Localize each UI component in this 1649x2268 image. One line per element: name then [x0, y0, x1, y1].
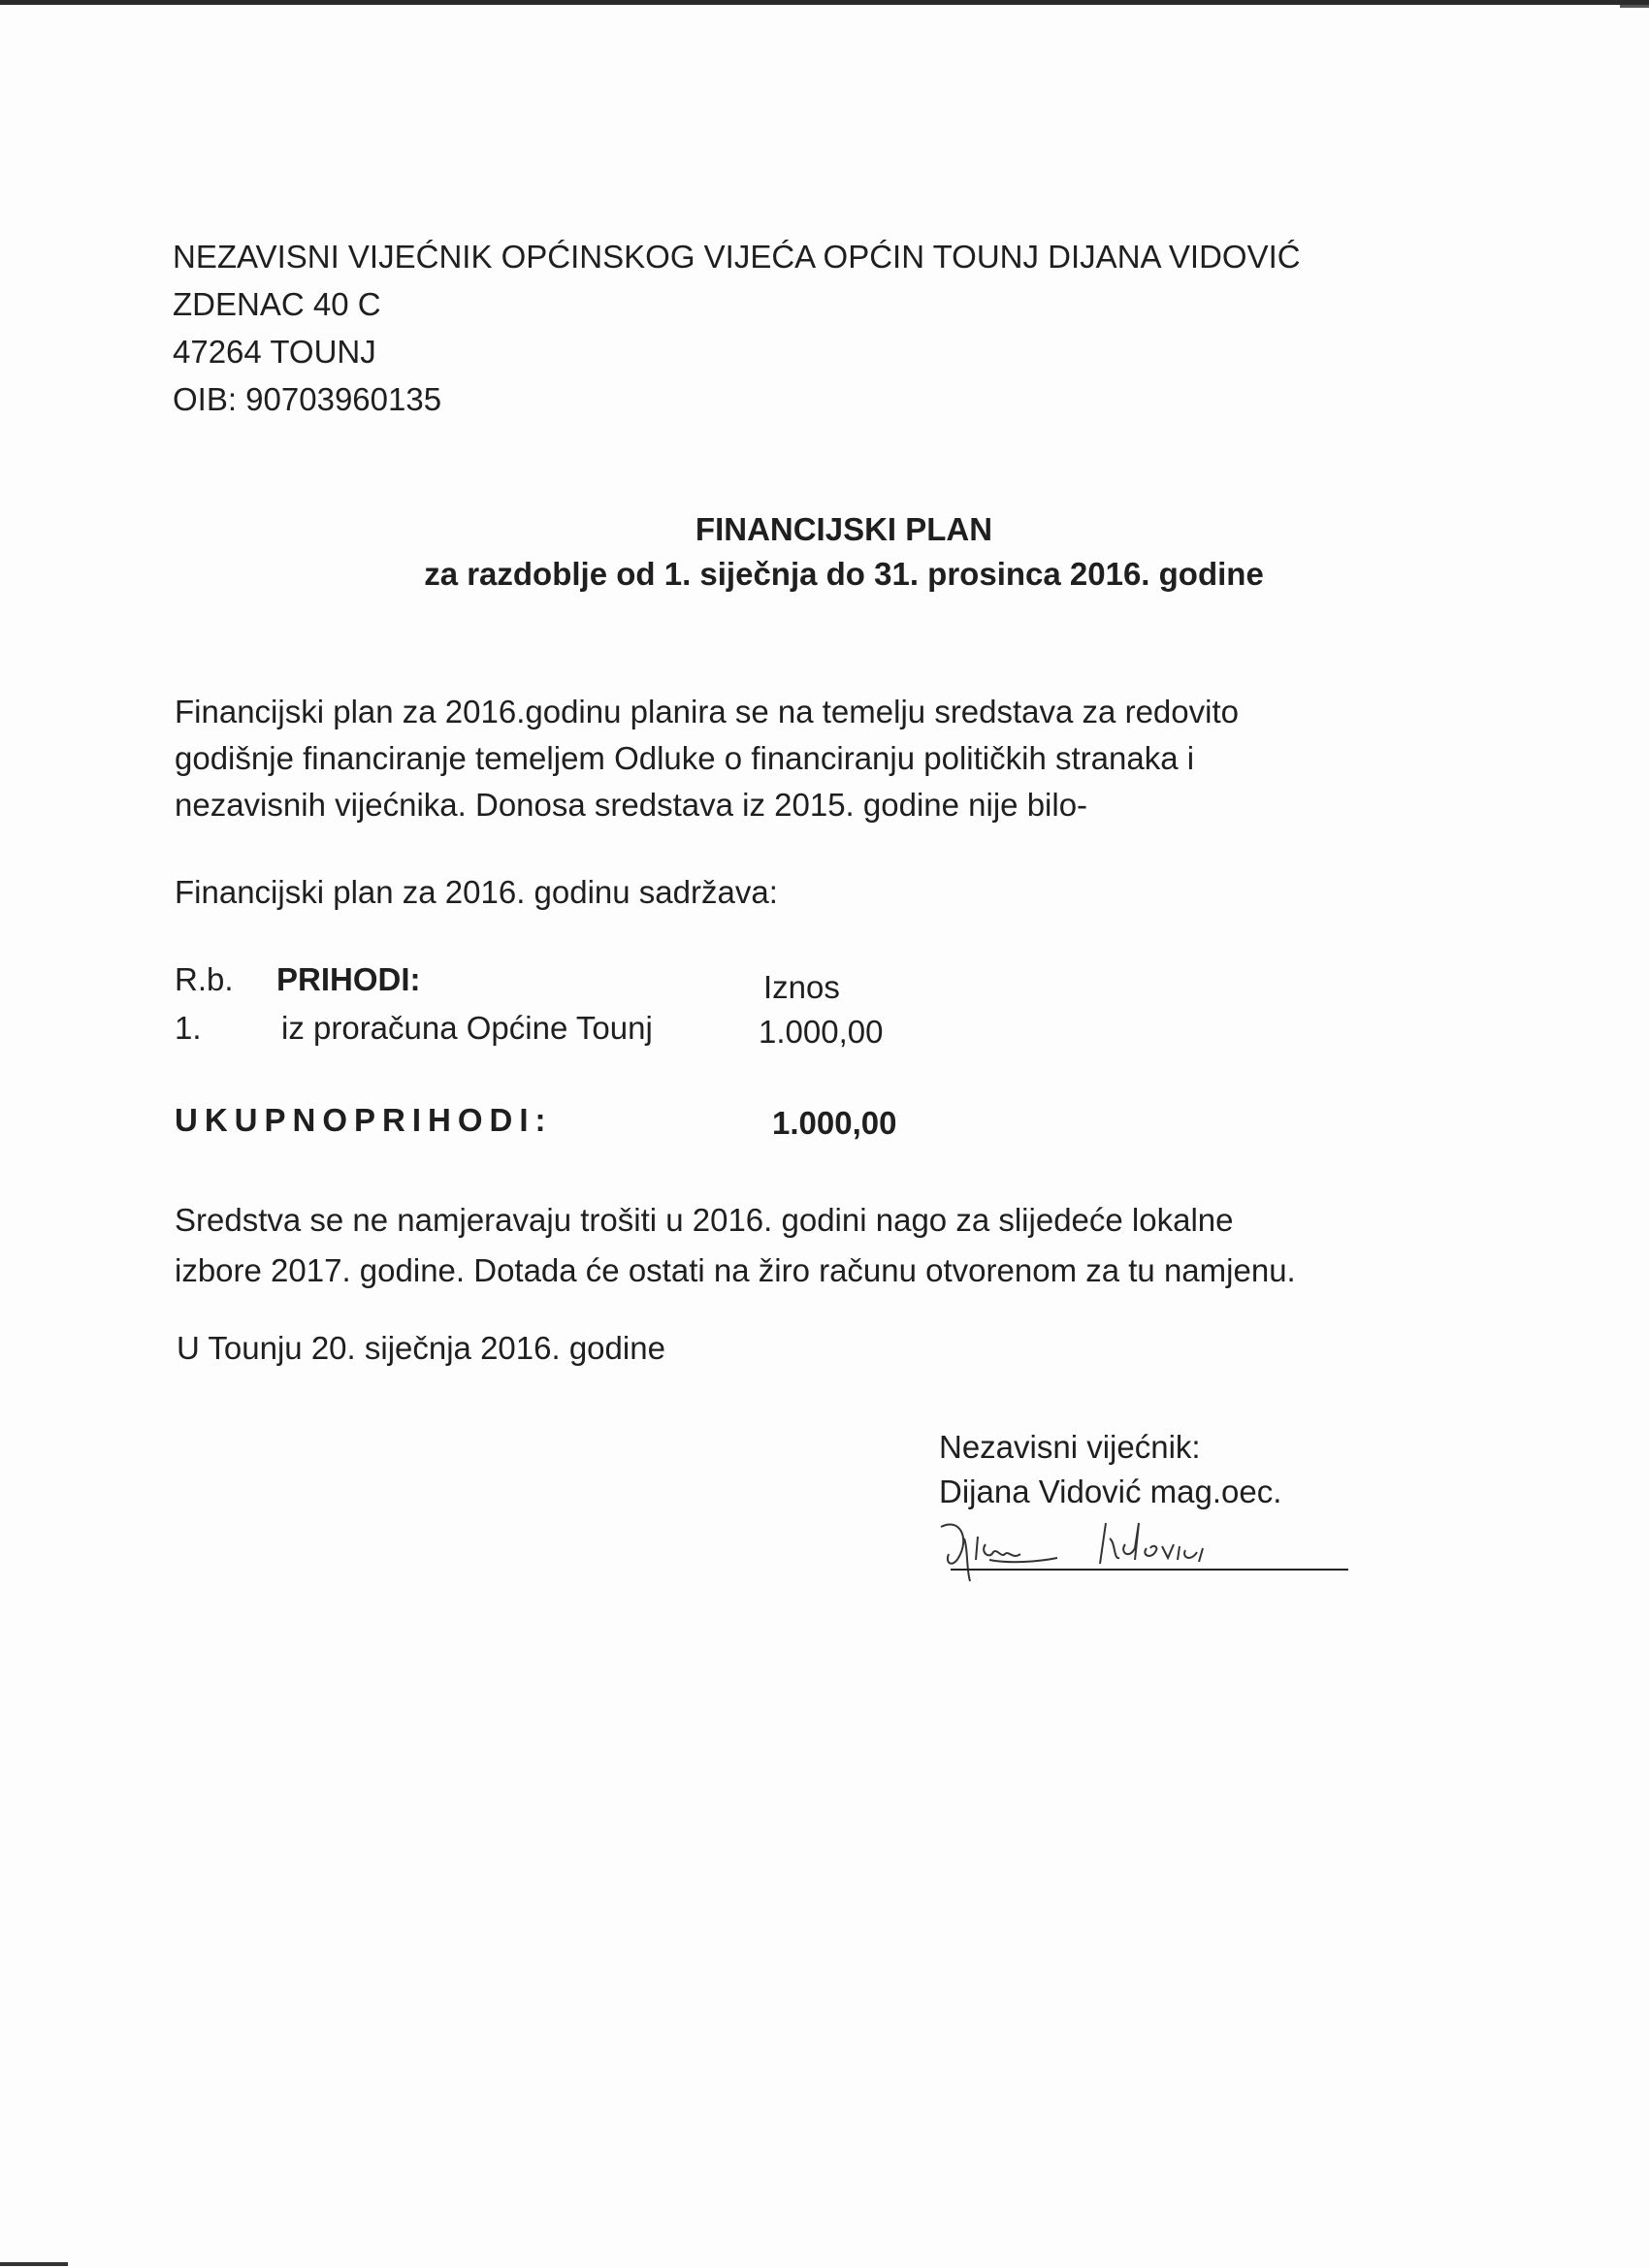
row-amount-value: 1.000,00	[759, 1014, 884, 1050]
row-amount	[759, 1013, 883, 1052]
intro-paragraph	[175, 689, 1239, 828]
column-header-rb: R.b.	[175, 961, 234, 997]
row-number: 1.	[175, 1010, 202, 1046]
sender-city: 47264 TOUNJ	[173, 334, 376, 370]
place-and-date: U Tounju 20. siječnja 2016. godine	[177, 1330, 665, 1366]
total-label: UKUPNOPRIHODI:	[175, 1102, 553, 1138]
intro-line: nezavisnih vijećnika. Donosa sredstava iz 2015. godine nije bilo-	[175, 787, 1088, 823]
column-header-iznos: Iznos	[763, 969, 840, 1005]
signatory-role: Nezavisni vijećnik:	[939, 1429, 1201, 1465]
document-title: FINANCIJSKI PLAN	[695, 511, 993, 547]
column-header-prihodi: PRIHODI:	[276, 961, 421, 997]
document-subtitle: za razdoblje od 1. siječnja do 31. prosinca 2016. godine	[424, 556, 1264, 592]
contents-label: Financijski plan za 2016. godinu sadržava:	[175, 874, 778, 910]
sender-address-block	[173, 233, 1301, 423]
intro-line: Financijski plan za 2016.godinu planira se na temelju sredstava za redovito	[175, 694, 1239, 729]
note-line: izbore 2017. godine. Dotada će ostati na žiro računu otvorenom za tu namjenu.	[175, 1252, 1296, 1288]
scan-edge-mark	[1620, 5, 1649, 8]
sender-oib: OIB: 90703960135	[173, 381, 442, 417]
intro-line: godišnje financiranje temeljem Odluke o financiranju političkih stranaka i	[175, 740, 1195, 776]
row-description: iz proračuna Općine Tounj	[281, 1010, 653, 1046]
scan-edge-bottom	[0, 2262, 68, 2266]
handwritten-signature	[931, 1509, 1358, 1587]
scan-edge-top	[0, 0, 1649, 5]
note-line: Sredstva se ne namjeravaju trošiti u 2016. godini nago za slijedeće lokalne	[175, 1202, 1234, 1238]
signatory-name: Dijana Vidović mag.oec.	[939, 1474, 1282, 1509]
sender-street: ZDENAC 40 C	[173, 286, 381, 322]
total-amount: 1.000,00	[772, 1105, 897, 1141]
sender-name: NEZAVISNI VIJEĆNIK OPĆINSKOG VIJEĆA OPĆIN TOUNJ DIJANA VIDOVIĆ	[173, 239, 1301, 275]
note-paragraph	[175, 1195, 1296, 1296]
